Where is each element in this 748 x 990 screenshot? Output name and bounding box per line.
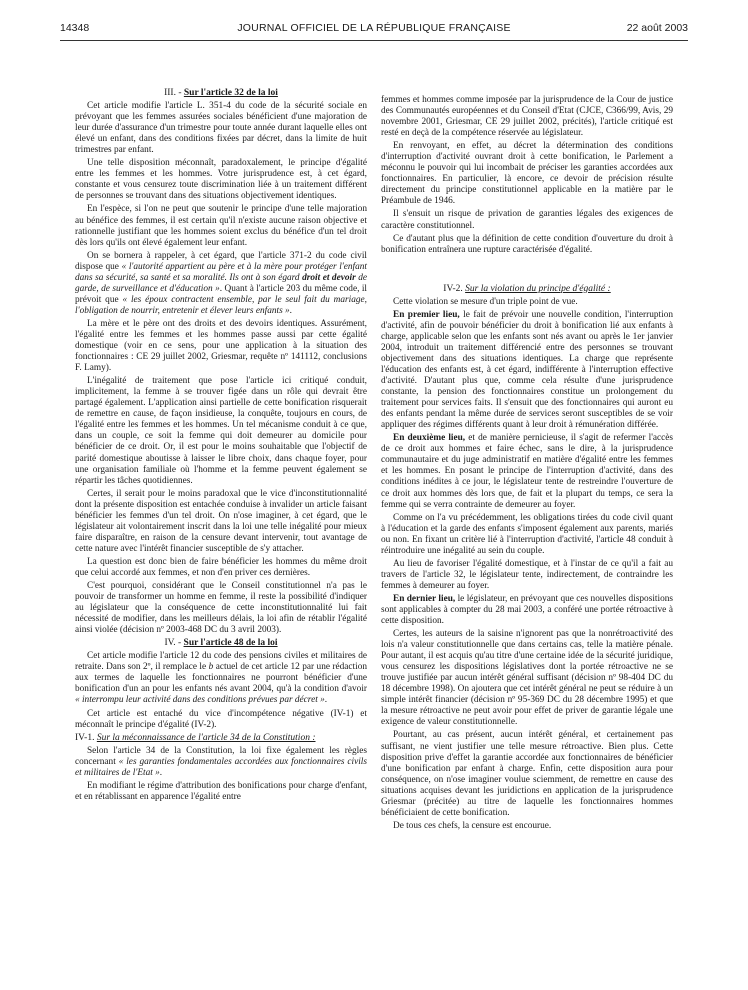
paragraph: La mère et le père ont des droits et des devoirs identiques. Assurément, l'égalité entre les femmes et les hommes passe aussi par cette égalité domestique (voir en ce sens, pour une application à la situation des fonctionnaires : CE 29 juillet 2002, Griesmar, requête nº 141112, conclusions F. Lamy).: [75, 318, 367, 374]
paragraph: Cet article est entaché du vice d'incompétence négative (IV-1) et méconnaît le principe d'égalité (IV-2).: [75, 708, 367, 730]
journal-title: JOURNAL OFFICIEL DE LA RÉPUBLIQUE FRANÇAISE: [237, 22, 511, 34]
paragraph: Une telle disposition méconnaît, paradoxalement, le principe d'égalité entre les femmes et les hommes. Votre jurisprudence est, à cet égard, constante et vous censurez toute discrimination liée à un traitement différent de personnes se trouvant dans des situations objectivement identiques.: [75, 158, 367, 202]
paragraph: Comme on l'a vu précédemment, les obligations tirées du code civil quant à l'éducation et la garde des enfants s'imposent également aux parents, mariés ou non. En fixant un critère lié à l'interruption d'activité, l'article 48 conduit à réintroduire une inégalité au sein du couple.: [381, 512, 673, 556]
paragraph: Cette violation se mesure d'un triple point de vue.: [393, 296, 578, 307]
paragraph: Il s'ensuit un risque de privation de garanties légales des exigences de caractère constitutionnel.: [381, 209, 673, 231]
left-column: [75, 88, 367, 805]
paragraph: En renvoyant, en effet, au décret la détermination des conditions d'interruption d'activité ouvrant droit à cette bonification, le Parlement a méconnu le pouvoir qui lui incombait de préciser les garanties accordées aux fonctionnaires. En particulier, là encore, ce devoir de précision résulte directement du principe constitutionnel applicable en la matière par le Préambule de 1946.: [381, 141, 673, 207]
paragraph: L'inégalité de traitement que pose l'article ici critiqué conduit, implicitement, la femme à se trouver figée dans un rôle qui devrait être partagé également. L'application ainsi partielle de cette bonification risquerait de remettre en cause, de façon insidieuse, la conquête, toujours en cours, de l'égalité entre les femmes et les hommes. Un tel mécanisme conduit à ce que, dans un couple, ce soit la femme qui doit demeurer au domicile pour bénéficier de ce droit. Or, il est pour le moins souhaitable que l'objectif de parité domestique aboutisse à laisser le libre choix, dans chaque foyer, pour une organisation familiale où l'homme et la femme peuvent également se répartir les tâches quotidiennes.: [75, 376, 367, 486]
paragraph: Cet article modifie l'article L. 351-4 du code de la sécurité sociale en prévoyant que les femmes assurées sociales bénéficient d'une majoration de leur durée d'assurance d'un trimestre pour toute année durant laquelle elles ont élevé un enfant, dans des conditions fixées par décret, dans la limite de huit trimestres par enfant.: [75, 101, 367, 156]
paragraph: La question est donc bien de faire bénéficier les hommes du même droit que celui accordé aux femmes, et non d'en priver ces dernières.: [75, 556, 367, 578]
paragraph: Au lieu de favoriser l'égalité domestique, et à l'instar de ce qu'il a fait au travers de l'article 32, le législateur tente, indirectement, de contraindre les femmes à demeurer au foyer.: [381, 558, 673, 591]
paragraph: C'est pourquoi, considérant que le Conseil constitutionnel n'a pas le pouvoir de transformer un homme en femme, il reste la possibilité d'indiquer au législateur que la conséquence de cette inconstitutionnalité lui fait nécessité de modifier, dans les meilleurs délais, la loi afin de rétablir l'égalité ainsi violée (décision nº 2003-468 DC du 3 avril 2003).: [75, 581, 367, 636]
paragraph: En l'espèce, si l'on ne peut que soutenir le principe d'une telle majoration au bénéfice des femmes, il est certain qu'il n'existe aucune raison objective et rationnelle justifiant que les hommes soient exclus du bénéfice d'un tel droit dès lors qu'ils ont élevé également leur enfant.: [75, 204, 367, 248]
section-heading-iv: IV. - Sur l'article 48 de la loi: [164, 638, 278, 649]
page-number: 14348: [60, 22, 90, 34]
right-column: [381, 95, 673, 834]
paragraph: En modifiant le régime d'attribution des bonifications pour charge d'enfant, et en rétablissant en apparence l'égalité entre: [75, 780, 367, 802]
paragraph: De tous ces chefs, la censure est encourue.: [393, 820, 552, 831]
issue-date: 22 août 2003: [626, 22, 688, 34]
paragraph: Certes, il serait pour le moins paradoxal que le vice d'inconstitutionnalité dont la présente disposition est entachée conduise à invalider un article faisant bénéficier les femmes d'un tel droit. On n'ose imaginer, à cet égard, que le législateur ait volontairement inscrit dans la loi une telle inégalité pour mieux faire disparaître, en raison de la censure devant intervenir, tout avantage de cette nature avec l'intérêt financier susceptible de s'y attacher.: [75, 488, 367, 554]
header-rule: [60, 40, 688, 41]
paragraph: Ce d'autant plus que la définition de cette condition d'ouverture du droit à bonification entraînera une rupture caractérisée d'égalité.: [381, 233, 673, 255]
page-header: [60, 22, 688, 38]
paragraph: En dernier lieu, le législateur, en prévoyant que ces nouvelles dispositions sont applicables à compter du 28 mai 2003, a conféré une portée rétroactive à cette disposition.: [381, 593, 673, 627]
paragraph: En premier lieu, le fait de prévoir une nouvelle condition, l'interruption d'activité, afin de pouvoir bénéficier du droit à bonification lié aux enfants à charge, applicable selon que les enfants sont nés avant ou après le 1er janvier 2004, introduit un traitement différencié entre des personnes se trouvant objectivement dans des situations identiques. La charge que représente l'éducation des enfants est, à cet égard, indifférente à l'interruption effective d'activité. D'autant plus que, comme cela résulte d'une jurisprudence constante, la pension des fonctionnaires constitue un prolongement du traitement pour services faits. Il s'ensuit que des fonctionnaires qui auront eu des enfants pendant la même durée de services seront susceptibles de se voir appliquer des régimes différents quant à leur droit à rémunération différée.: [381, 309, 673, 431]
paragraph: Selon l'article 34 de la Constitution, la loi fixe également les règles concernant « les garanties fondamentales accordées aux fonctionnaires civils et militaires de l'Etat ».: [75, 745, 368, 778]
paragraph: Certes, les auteurs de la saisine n'ignorent pas que la nonrétroactivité des lois n'a valeur constitutionnelle que dans certains cas, telle la matière pénale. Pour autant, il est acquis qu'au titre d'une certaine idée de la sécurité juridique, vous censurez les dispositions législatives dont la portée rétroactive ne se trouve justifiée par aucun intérêt général suffisant (décision nº 98-404 DC du 18 décembre 1998). On ajoutera que cet intérêt général ne peut se réduire à un simple intérêt financier (décision nº 95-369 DC du 28 décembre 1995) et que la mesure rétroactive ne peut avoir pour effet de priver de garantie légale une exigence de valeur constitutionnelle.: [381, 629, 673, 728]
section-heading-iii: III. - Sur l'article 32 de la loi: [164, 88, 278, 98]
section-heading-iv-2: IV-2. Sur la violation du principe d'égalité :: [443, 283, 611, 294]
paragraph: Pourtant, au cas présent, aucun intérêt général, et certainement pas suffisant, ne vient justifier une telle mesure rétroactive. Bien plus. Cette disposition prive d'effet la garantie accordée aux fonctionnaires de bénéficier d'une bonification par enfant à charge. Enfin, cette disposition aura pour conséquence, on n'ose imaginer voulue sciemment, de remettre en cause des situations acquises devant les juridictions en application de la jurisprudence Griesmar (précitée) au titre de laquelle les fonctionnaires hommes bénéficiaient de cette bonification.: [381, 730, 673, 818]
paragraph: femmes et hommes comme imposée par la jurisprudence de la Cour de justice des Communautés européennes et du Conseil d'Etat (CJCE, C366/99, Avis, 29 novembre 2001, Griesmar, CE 29 juillet 2002, précités), l'article critiqué est resté en deçà de la compétence réservée au législateur.: [381, 95, 673, 139]
paragraph: Cet article modifie l'article 12 du code des pensions civiles et militaires de retraite. Dans son 2º, il remplace le b actuel de cet article 12 par une rédaction aux termes de laquelle les fonctionnaires ne pourront bénéficier d'une bonification d'un an pour les enfants nés avant 2004, qu'à la condition d'avoir « interrompu leur activité dans des conditions prévues par décret ».: [75, 651, 368, 706]
paragraph: On se bornera à rappeler, à cet égard, que l'article 371-2 du code civil dispose que « l'autorité appartient au père et à la mère pour protéger l'enfant dans sa sécurité, sa santé et sa moralité. Ils ont à son égard droit et devoir de garde, de surveillance et d'éducation ». Quant à l'article 203 du même code, il prévoit que « les époux contractent ensemble, par le seul fait du mariage, l'obligation de nourrir, entretenir et élever leurs enfants ».: [75, 250, 368, 316]
section-heading-iv-1: IV-1. Sur la méconnaissance de l'article 34 de la Constitution :: [75, 732, 316, 743]
paragraph: En deuxième lieu, et de manière pernicieuse, il s'agit de refermer l'accès de ce droit aux hommes et faire échec, sans le dire, à la jurisprudence communautaire et du juge administratif en matière d'égalité entre les femmes et les hommes. En posant le principe de l'interruption d'activité, dans des conditions inédites à ce jour, le législateur tente de restreindre l'ouverture de ce droit aux hommes dès lors que, de fait et la plupart du temps, ce sera la femme qui se verra contrainte de demeurer au foyer.: [381, 433, 673, 510]
